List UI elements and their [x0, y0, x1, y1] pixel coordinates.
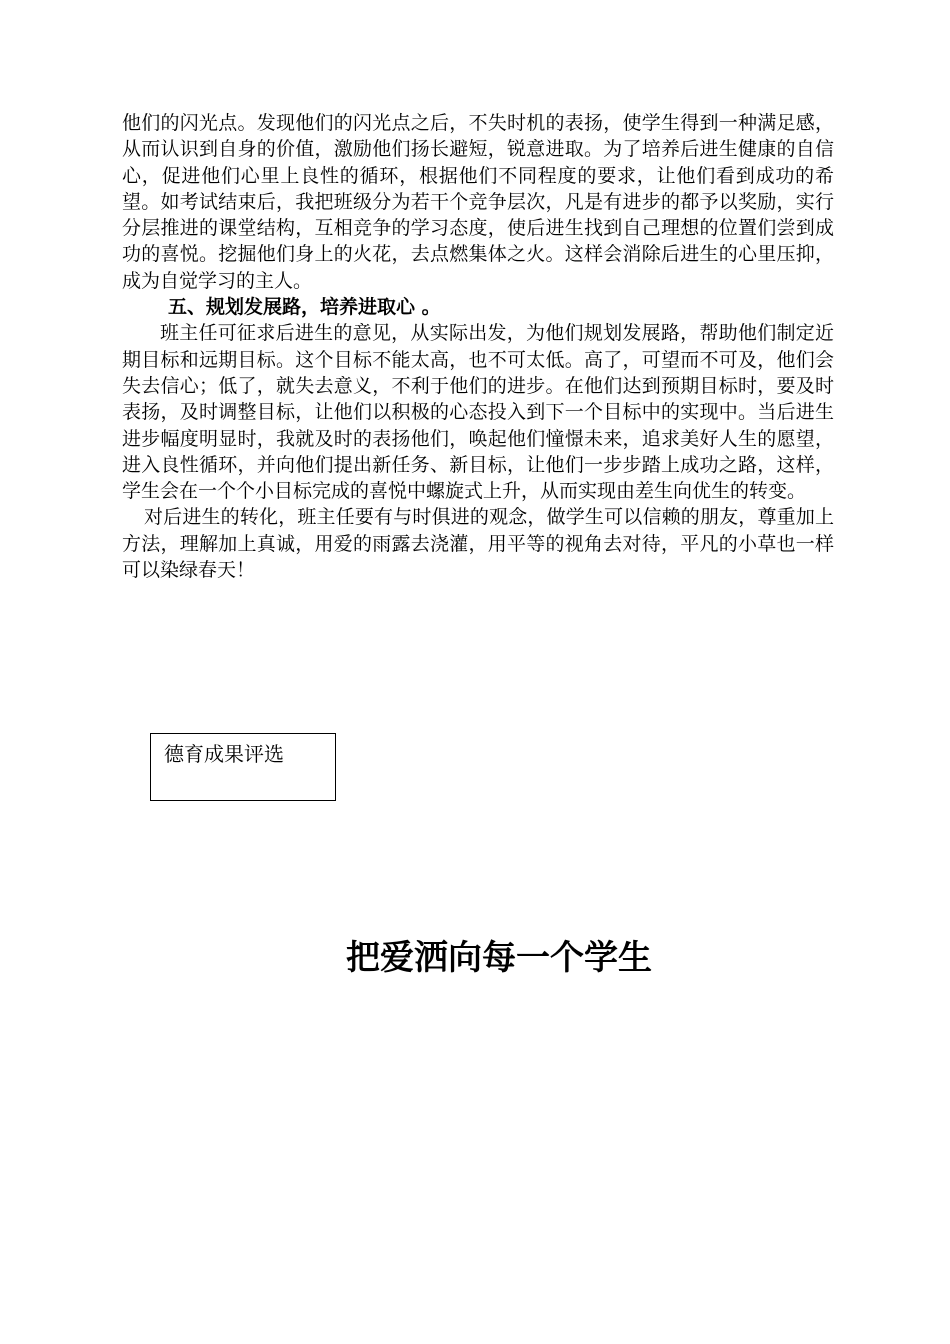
award-label-box: [150, 733, 336, 801]
article-body: [122, 110, 834, 583]
award-label: 德育成果评选: [164, 742, 284, 766]
continuation-paragraph: 他们的闪光点。发现他们的闪光点之后，不失时机的表扬，使学生得到一种满足感，从而认识到自身的价值，激励他们扬长避短，锐意进取。为了培养后进生健康的自信心，促进他们心里上良性的循环，根据他们不同程度的要求，让他们看到成功的希望。如考试结束后，我把班级分为若干个竞争层次，凡是有进步的都予以奖励，实行分层推进的课堂结构，互相竞争的学习态度，使后进生找到自己理想的位置们尝到成功的喜悦。挖掘他们身上的火花，去点燃集体之火。这样会消除后进生的心里压抑，成为自觉学习的主人。: [122, 112, 834, 292]
section-paragraph: 班主任可征求后进生的意见，从实际出发，为他们规划发展路，帮助他们制定近期目标和远期目标。这个目标不能太高，也不可太低。高了，可望而不可及，他们会失去信心；低了，就失去意义，不利于他们的进步。在他们达到预期目标时，要及时表扬，及时调整目标，让他们以积极的心态投入到下一个目标中的实现中。当后进生进步幅度明显时，我就及时的表扬他们，唤起他们憧憬未来，追求美好人生的愿望，进入良性循环，并向他们提出新任务、新目标，让他们一步步踏上成功之路，这样，学生会在一个个小目标完成的喜悦中螺旋式上升，从而实现由差生向优生的转变。: [122, 322, 834, 503]
section-heading: 五、规划发展路，培养进取心 。: [168, 296, 441, 319]
article-title: 把爱洒向每一个学生: [346, 938, 652, 978]
closing-paragraph: 对后进生的转化，班主任要有与时俱进的观念，做学生可以信赖的朋友，尊重加上方法，理解加上真诚，用爱的雨露去浇灌，用平等的视角去对待，平凡的小草也一样可以染绿春天！: [122, 506, 834, 582]
